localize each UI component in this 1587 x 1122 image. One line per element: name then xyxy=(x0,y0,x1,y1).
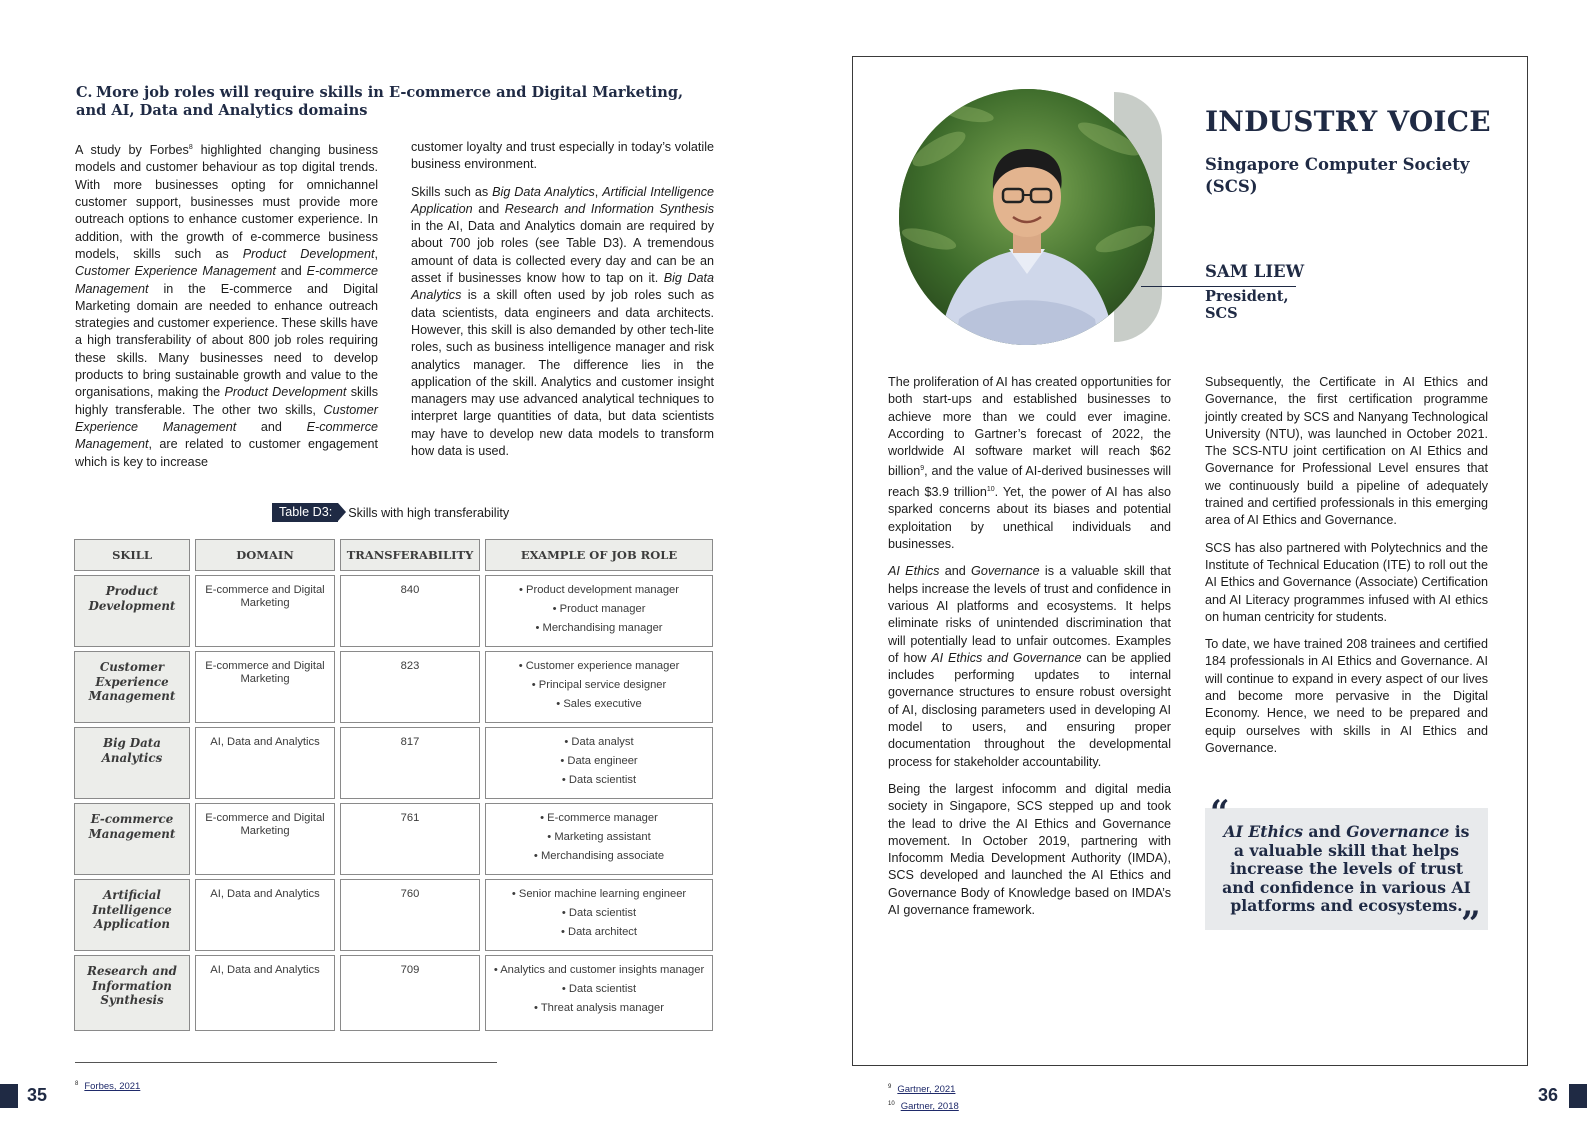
section-title: More job roles will require skills in E-commerce and Digital Marketing, and AI, Data and Analytics domains xyxy=(76,84,684,119)
cell-job-roles xyxy=(485,575,713,647)
job-role: • Merchandising manager xyxy=(535,622,663,634)
person-portrait-icon xyxy=(899,89,1155,345)
paragraph: Skills such as Big Data Analytics, Artificial Intelligence Application and Research and Information Synthesis in the AI, Data and Analytics domain are required by about 700 job roles (see Table D3). A tremendous amount of data is collected every day and can be an asset if businesses know how to tap on it. Big Data Analytics is a skill often used by job roles such as data scientists, data engineers and data architects. However, this skill is also demanded by other tech-lite roles, such as business intelligence manager and risk analytics manager. The difference lies in the application of the skill. Analytics and customer insight managers may use advanced analytical techniques to interpret large quantities of data, but data scientists may have to develop new data models to transform how data is used. xyxy=(411,184,714,459)
paragraph: The proliferation of AI has created opportunities for both start-ups and established businesses to achieve more than we could ever imagine. According to Gartner’s forecast of 2022, the worldwide AI software market will reach $62 billion$^9$, and the value of AI-derived businesses will reach $3.9 trillion$^{10}$. Yet, the power of AI has also sparked concerns about its biases and potential exploitation by unethical individuals and businesses. xyxy=(888,375,1171,552)
table-row xyxy=(74,879,713,951)
industry-voice-title: INDUSTRY VOICE xyxy=(1205,105,1491,138)
table-row xyxy=(74,575,713,647)
footnotes xyxy=(888,1080,959,1114)
table-caption-tag: Table D3: xyxy=(272,503,338,522)
cell-job-roles xyxy=(485,879,713,951)
pull-quote xyxy=(1205,808,1488,930)
job-role: • Customer experience manager xyxy=(518,660,680,672)
right-column-2 xyxy=(1205,374,1488,757)
cell-skill: Big Data Analytics xyxy=(74,727,190,799)
cell-domain: AI, Data and Analytics xyxy=(195,879,335,951)
paragraph: customer loyalty and trust especially in today’s volatile business environment. xyxy=(411,140,714,172)
cell-job-roles xyxy=(485,955,713,1031)
footnote-ref: 9 xyxy=(920,465,925,473)
table-row xyxy=(74,803,713,875)
open-quote-icon: “ xyxy=(1210,793,1230,833)
cell-skill: Customer Experience Management xyxy=(74,651,190,723)
paragraph: A study by Forbes$^8$ highlighted changing business models and customer behaviour as top digital trends. With more businesses opting for omnichannel customer support, businesses must provide more outreach options to enhance customer experience. In addition, with the growth of e-commerce business models, skills such as Product Development, Customer Experience Management and E-commerce Management in the E-commerce and Digital Marketing domain are needed to enhance outreach strategies and customer experience. These skills have a high transferability of about 800 job roles requiring these skills. Many businesses need to develop products to bring sustainable growth and value to the organisations, making the Product Development skills highly transferable. The other two skills, Customer Experience Management and E-commerce Management, are related to customer engagement which is key to increase xyxy=(75,143,379,469)
job-role: • Data analyst xyxy=(564,736,634,748)
cell-skill: E-commerce Management xyxy=(74,803,190,875)
job-role: • Threat analysis manager xyxy=(534,1002,664,1014)
cell-transferability: 817 xyxy=(340,727,480,799)
page-number: 36 xyxy=(1538,1085,1559,1105)
paragraph: Subsequently, the Certificate in AI Ethics and Governance, the first certification programme jointly created by SCS and Nanyang Technological University (NTU), was launched in October 2021. The SCS-NTU joint certification on AI Ethics and Governance for Professional Level ensures that we continuously build a pipeline of adequately trained and certified professionals in this emerging area of AI Ethics and Governance. xyxy=(1205,375,1488,528)
footnote-number: 8 xyxy=(75,1081,79,1087)
job-role: • Data scientist xyxy=(561,907,637,919)
job-role: • E-commerce manager xyxy=(540,812,658,824)
cell-transferability: 760 xyxy=(340,879,480,951)
job-role: • Data scientist xyxy=(561,983,637,995)
job-role: • Product development manager xyxy=(518,584,679,596)
speaker-name: SAM LIEW xyxy=(1205,262,1305,281)
job-role: • Data engineer xyxy=(560,755,638,767)
job-role: • Senior machine learning engineer xyxy=(511,888,687,900)
footnote-ref: 10 xyxy=(986,485,995,493)
table-header-row xyxy=(74,539,713,571)
cell-job-roles xyxy=(485,803,713,875)
cell-skill: Research and Information Synthesis xyxy=(74,955,190,1031)
paragraph: AI Ethics and Governance is a valuable skill that helps increase the levels of trust and confidence in various AI platforms and ecosystems. It helps eliminate risks of unintended discrimination that will potentially lead to unfair outcomes. Examples of how AI Ethics and Governance can be applied includes performing updates to internal governance structures to ensure robust oversight of AI, disclosing parameters used in developing AI model to users, and ensuring proper documentation throughout the developmental process for stakeholder accountability. xyxy=(888,564,1171,769)
table-row xyxy=(74,727,713,799)
cell-skill: Artificial Intelligence Application xyxy=(74,879,190,951)
speaker-role: President, SCS xyxy=(1205,288,1289,322)
cell-skill: Product Development xyxy=(74,575,190,647)
paragraph: Being the largest infocomm and digital media society in Singapore, SCS stepped up and took the lead to drive the AI Ethics and Governance movement. In October 2019, partnering with Infocomm Media Development Authority (IMDA), SCS developed and launched the AI Ethics and Governance Body of Knowledge based on IMDA’s AI governance framework. xyxy=(888,781,1171,917)
left-column-2 xyxy=(411,139,714,460)
paragraph: To date, we have trained 208 trainees and certified 184 professionals in AI Ethics and Governance. AI will continue to expand in every aspect of our lives and become more pervasive in the Digital Economy. Hence, we need to be prepared and equip ourselves with skills in AI Ethics and Governance. xyxy=(1205,637,1488,755)
job-role: • Analytics and customer insights manager xyxy=(493,964,705,976)
job-role: • Product manager xyxy=(552,603,646,615)
close-quote-icon: ” xyxy=(1461,904,1481,944)
table-caption xyxy=(272,503,509,522)
right-column-1 xyxy=(888,374,1171,919)
header-transferability: TRANSFERABILITY xyxy=(340,539,480,571)
job-role: • Sales executive xyxy=(556,698,642,710)
cell-job-roles xyxy=(485,651,713,723)
pull-quote-text: AI Ethics and Governance is a valuable skill that helps increase the levels of trust and confidence in various AI platforms and ecosystems. xyxy=(1222,822,1471,916)
footnote-ref: 8 xyxy=(188,144,193,151)
header-domain: DOMAIN xyxy=(195,539,335,571)
header-example-job-role: EXAMPLE OF JOB ROLE xyxy=(485,539,713,571)
page-number: 35 xyxy=(27,1085,48,1105)
job-role: • Merchandising associate xyxy=(533,850,665,862)
cell-job-roles xyxy=(485,727,713,799)
cell-domain: E-commerce and Digital Marketing xyxy=(195,651,335,723)
footnote-link[interactable]: Gartner, 2021 xyxy=(897,1084,956,1096)
portrait-photo xyxy=(899,89,1155,345)
footnote-link[interactable]: Gartner, 2018 xyxy=(900,1101,959,1113)
left-column-1 xyxy=(75,139,378,471)
paragraph: SCS has also partnered with Polytechnics and the Institute of Technical Education (ITE) to roll out the AI Ethics and Governance (Associate) Certification and AI Literacy programmes infused with AI ethics on human centricity for students. xyxy=(1205,540,1488,624)
job-role: • Data scientist xyxy=(561,774,637,786)
cell-transferability: 761 xyxy=(340,803,480,875)
page-corner-tab xyxy=(0,1084,18,1108)
skills-table xyxy=(69,535,718,1035)
name-underline xyxy=(1141,286,1296,287)
job-role: • Data architect xyxy=(560,926,638,938)
cell-transferability: 840 xyxy=(340,575,480,647)
table-caption-title: Skills with high transferability xyxy=(348,505,510,520)
header-skill: SKILL xyxy=(74,539,190,571)
cell-transferability: 709 xyxy=(340,955,480,1031)
job-role: • Principal service designer xyxy=(531,679,667,691)
section-letter: C. xyxy=(76,84,93,101)
cell-domain: AI, Data and Analytics xyxy=(195,955,335,1031)
table-row xyxy=(74,651,713,723)
footnote-9: $^9$ Gartner, 2021 xyxy=(888,1084,956,1096)
table-row xyxy=(74,955,713,1031)
footnote-8 xyxy=(75,1081,140,1092)
cell-domain: E-commerce and Digital Marketing xyxy=(195,803,335,875)
footnote-link[interactable]: Forbes, 2021 xyxy=(84,1081,141,1093)
cell-domain: E-commerce and Digital Marketing xyxy=(195,575,335,647)
job-role: • Marketing assistant xyxy=(547,831,651,843)
organisation-name: Singapore Computer Society (SCS) xyxy=(1205,155,1470,196)
footnote-divider xyxy=(75,1062,497,1063)
cell-domain: AI, Data and Analytics xyxy=(195,727,335,799)
page-corner-tab xyxy=(1569,1084,1587,1108)
footnote-10: $^{10}$ Gartner, 2018 xyxy=(888,1101,959,1113)
cell-transferability: 823 xyxy=(340,651,480,723)
section-heading xyxy=(76,84,716,120)
